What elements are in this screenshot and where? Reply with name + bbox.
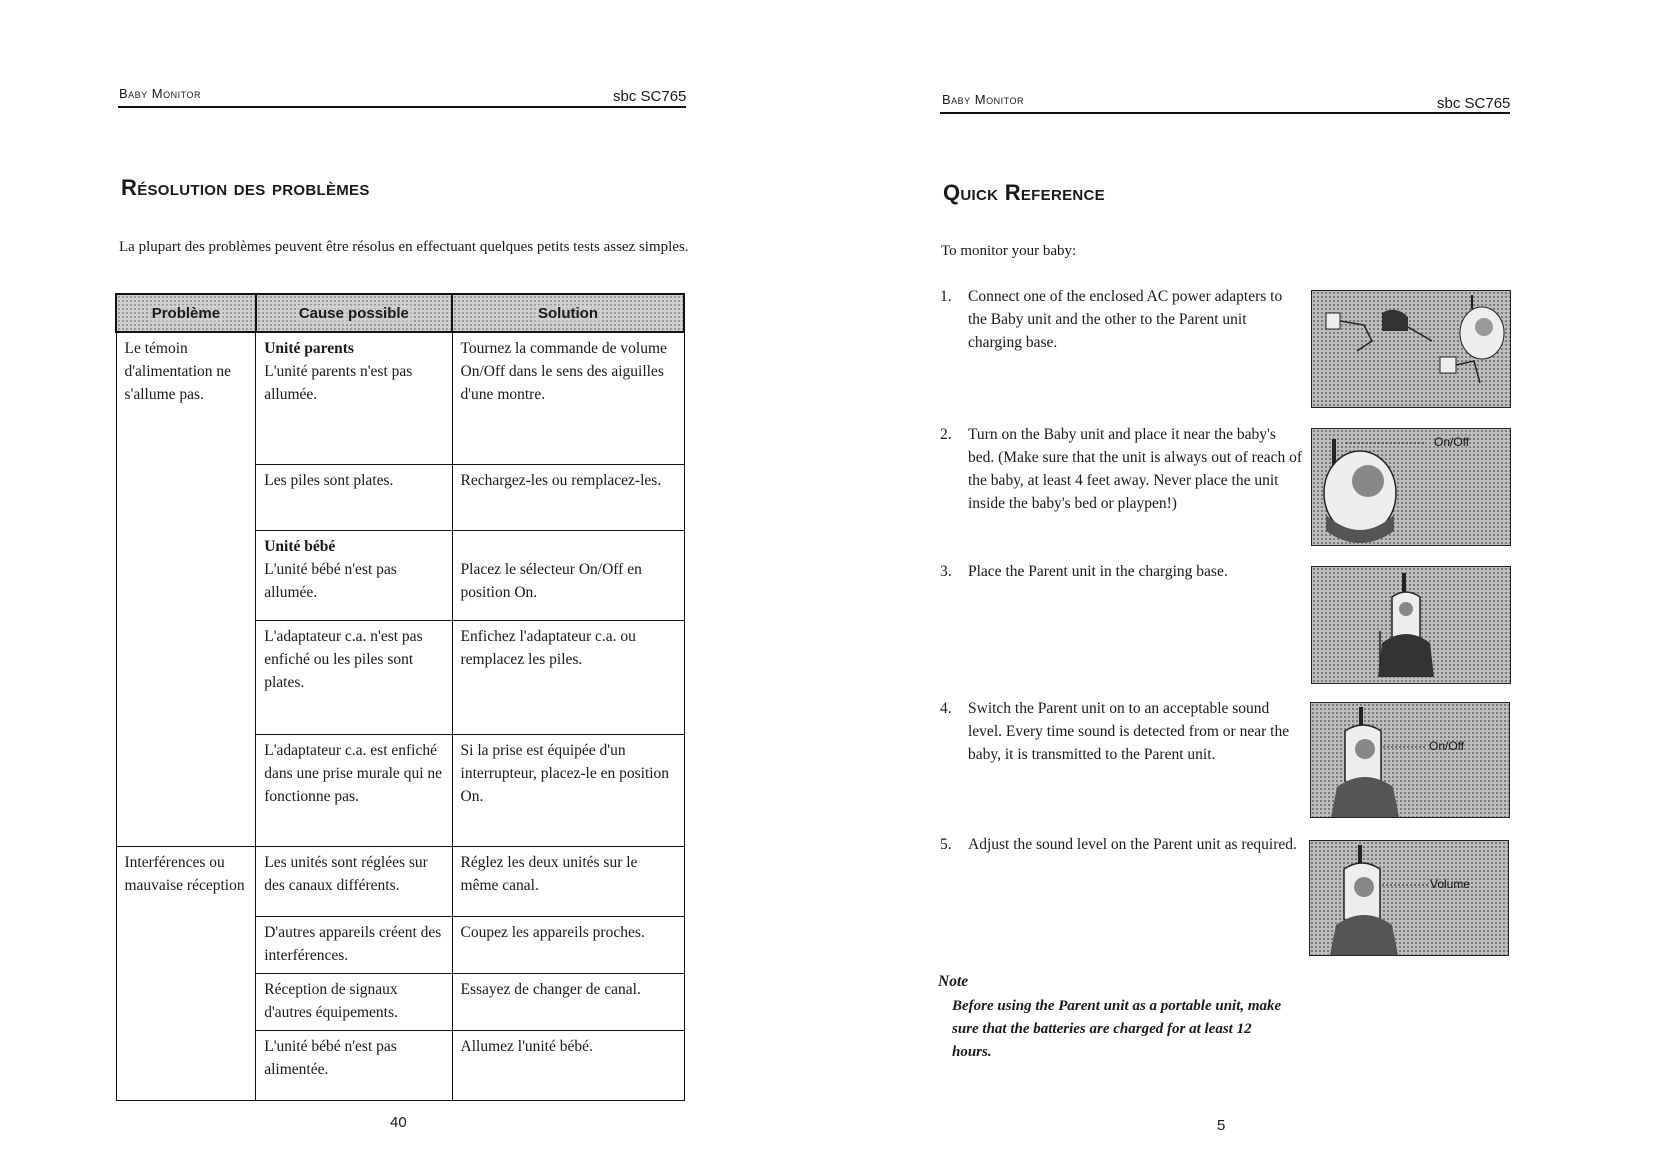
step-2: [940, 423, 1305, 515]
running-header-model: sbc SC765: [1437, 95, 1511, 112]
step-number: 2.: [940, 426, 952, 443]
solution-cell: Allumez l'unité bébé.: [452, 1030, 684, 1100]
illustration-baby-unit: [1311, 428, 1511, 546]
illustration-parent-unit-on: [1310, 702, 1510, 818]
step-1: [940, 285, 1300, 354]
intro-text: To monitor your baby:: [941, 243, 1077, 259]
step-text: Connect one of the enclosed AC power adapters to the Baby unit and the other to the Parent unit charging base.: [968, 288, 1283, 351]
cause-cell: L'unité bébé n'est pas alimentée.: [256, 1030, 452, 1100]
solution-cell: Coupez les appareils proches.: [452, 916, 684, 973]
problem-cell-power: Le témoin d'alimentation ne s'allume pas.: [116, 332, 256, 846]
illustration-power-adapters: [1311, 290, 1511, 408]
page-title: Résolution des problèmes: [121, 175, 370, 200]
note-heading: Note: [938, 973, 969, 990]
table-row: [116, 332, 684, 464]
header-rule: [940, 112, 1510, 114]
cause-cell: Les piles sont plates.: [256, 464, 452, 530]
troubleshooting-table: [115, 293, 685, 1101]
solution-cell: Réglez les deux unités sur le même canal.: [452, 846, 684, 916]
page-title: Quick Reference: [943, 180, 1105, 205]
page-number: 5: [1217, 1117, 1226, 1134]
step-5: [940, 833, 1305, 856]
step-number: 4.: [940, 700, 952, 717]
step-text: Turn on the Baby unit and place it near the baby's bed. (Make sure that the unit is always out of reach of the baby, at least 4 feet away. Never place the unit inside the baby's bed or playpen!): [968, 426, 1303, 512]
column-header-cause: Cause possible: [256, 294, 452, 332]
on-off-label: On/Off: [1429, 739, 1465, 753]
solution-cell: Enfichez l'adaptateur c.a. ou remplacez les piles.: [452, 620, 684, 734]
solution-cell: Si la prise est équipée d'un interrupteur, placez-le en position On.: [452, 734, 684, 846]
running-header-model: sbc SC765: [613, 88, 687, 105]
step-number: 3.: [940, 563, 952, 580]
cause-cell: D'autres appareils créent des interférences.: [256, 916, 452, 973]
table-row: [116, 846, 684, 916]
cause-cell: L'adaptateur c.a. est enfiché dans une prise murale qui ne fonctionne pas.: [256, 734, 452, 846]
intro-text: La plupart des problèmes peuvent être résolus en effectuant quelques petits tests assez simples.: [119, 239, 689, 255]
cause-cell: Les unités sont réglées sur des canaux différents.: [256, 846, 452, 916]
problem-cell-interference: Interférences ou mauvaise réception: [116, 846, 256, 1100]
cause-cell: Unité bébé L'unité bébé n'est pas allumée.: [256, 530, 452, 620]
step-number: 1.: [940, 288, 952, 305]
step-text: Adjust the sound level on the Parent unit as required.: [968, 836, 1297, 853]
cause-cell: L'adaptateur c.a. n'est pas enfiché ou les piles sont plates.: [256, 620, 452, 734]
running-header-title: Baby Monitor: [119, 86, 201, 101]
volume-label: Volume: [1430, 877, 1471, 891]
on-off-label: On/Off: [1434, 435, 1470, 449]
step-text: Place the Parent unit in the charging base.: [968, 563, 1228, 580]
column-header-solution: Solution: [452, 294, 684, 332]
table-header-row: [116, 294, 684, 332]
illustration-parent-unit-volume: [1309, 840, 1509, 956]
step-text: Switch the Parent unit on to an acceptable sound level. Every time sound is detected from or near the baby, it is transmitted to the Parent unit.: [968, 700, 1290, 763]
illustration-charging-base: [1311, 566, 1511, 684]
step-4: [940, 697, 1295, 766]
cause-cell: Réception de signaux d'autres équipements.: [256, 973, 452, 1030]
header-rule: [118, 106, 686, 108]
solution-cell: Tournez la commande de volume On/Off dans le sens des aiguilles d'une montre.: [452, 332, 684, 464]
step-3: [940, 560, 1300, 583]
cause-cell: Unité parents L'unité parents n'est pas allumée.: [256, 332, 452, 464]
note-text: Before using the Parent unit as a portable unit, make sure that the batteries are charged for at least 12 hours.: [952, 998, 1282, 1060]
page-number: 40: [390, 1114, 407, 1131]
solution-cell: Placez le sélecteur On/Off en position On.: [452, 530, 684, 620]
solution-cell: Essayez de changer de canal.: [452, 973, 684, 1030]
solution-cell: Rechargez-les ou remplacez-les.: [452, 464, 684, 530]
column-header-problem: Problème: [116, 294, 256, 332]
step-number: 5.: [940, 836, 952, 853]
running-header-title: Baby Monitor: [942, 92, 1024, 107]
